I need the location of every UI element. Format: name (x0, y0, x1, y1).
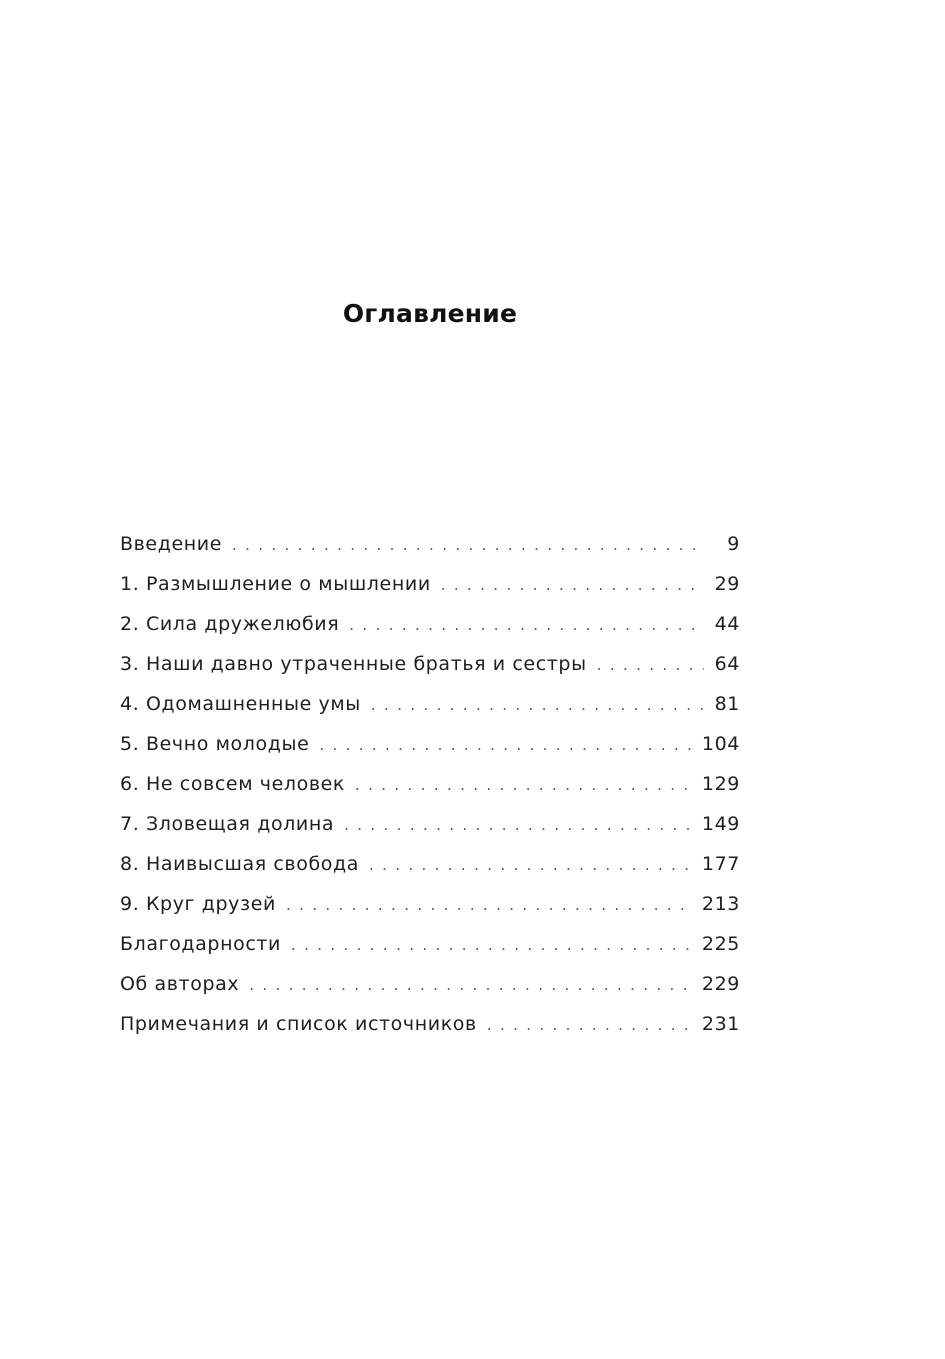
table-of-contents (120, 528, 740, 1048)
toc-entry-label: 4. Одомашненные умы (120, 693, 361, 715)
toc-entry-page: 225 (701, 933, 740, 955)
toc-entry-label: 5. Вечно молодые (120, 733, 310, 755)
toc-entry-page: 29 (714, 573, 740, 595)
toc-entry-chapter-6[interactable] (120, 768, 740, 808)
toc-entry-label: 2. Сила дружелюбия (120, 613, 340, 635)
toc-entry-page: 104 (701, 733, 740, 755)
toc-entry-chapter-5[interactable] (120, 728, 740, 768)
toc-entry-label: Примечания и список источников (120, 1013, 477, 1035)
toc-entry-chapter-8[interactable] (120, 848, 740, 888)
toc-entry-page: 44 (714, 613, 740, 635)
toc-entry-chapter-1[interactable] (120, 568, 740, 608)
dot-leader (371, 689, 704, 721)
toc-entry-notes-and-sources[interactable] (120, 1008, 740, 1048)
dot-leader (369, 849, 692, 881)
toc-entry-page: 231 (701, 1013, 740, 1035)
toc-entry-chapter-3[interactable] (120, 648, 740, 688)
toc-entry-label: Об авторах (120, 973, 240, 995)
toc-entry-about-authors[interactable] (120, 968, 740, 1008)
toc-entry-label: 1. Размышление о мышлении (120, 573, 431, 595)
dot-leader (249, 969, 692, 1001)
toc-entry-chapter-4[interactable] (120, 688, 740, 728)
dot-leader (319, 729, 692, 761)
toc-entry-label: Благодарности (120, 933, 281, 955)
dot-leader (487, 1009, 692, 1041)
toc-entry-page: 129 (701, 773, 740, 795)
toc-entry-chapter-2[interactable] (120, 608, 740, 648)
toc-entry-page: 149 (701, 813, 740, 835)
toc-entry-chapter-7[interactable] (120, 808, 740, 848)
dot-leader (441, 569, 704, 601)
toc-entry-chapter-9[interactable] (120, 888, 740, 928)
dot-leader (232, 529, 704, 561)
dot-leader (597, 649, 704, 681)
toc-entry-label: 6. Не совсем человек (120, 773, 346, 795)
toc-entry-acknowledgements[interactable] (120, 928, 740, 968)
toc-entry-introduction[interactable] (120, 528, 740, 568)
toc-entry-label: 9. Круг друзей (120, 893, 276, 915)
toc-entry-page: 213 (701, 893, 740, 915)
dot-leader (349, 609, 704, 641)
toc-entry-page: 64 (714, 653, 740, 675)
toc-entry-page: 177 (701, 853, 740, 875)
dot-leader (344, 809, 692, 841)
toc-entry-page: 229 (701, 973, 740, 995)
page-title: Оглавление (342, 298, 518, 328)
dot-leader (286, 889, 692, 921)
toc-entry-label: 8. Наивысшая свобода (120, 853, 359, 875)
toc-entry-label: 3. Наши давно утраченные братья и сестры (120, 653, 587, 675)
toc-entry-label: 7. Зловещая долина (120, 813, 335, 835)
toc-entry-page: 81 (714, 693, 740, 715)
toc-entry-page: 9 (727, 533, 740, 555)
toc-entry-label: Введение (120, 533, 223, 555)
dot-leader (355, 769, 692, 801)
dot-leader (291, 929, 692, 961)
